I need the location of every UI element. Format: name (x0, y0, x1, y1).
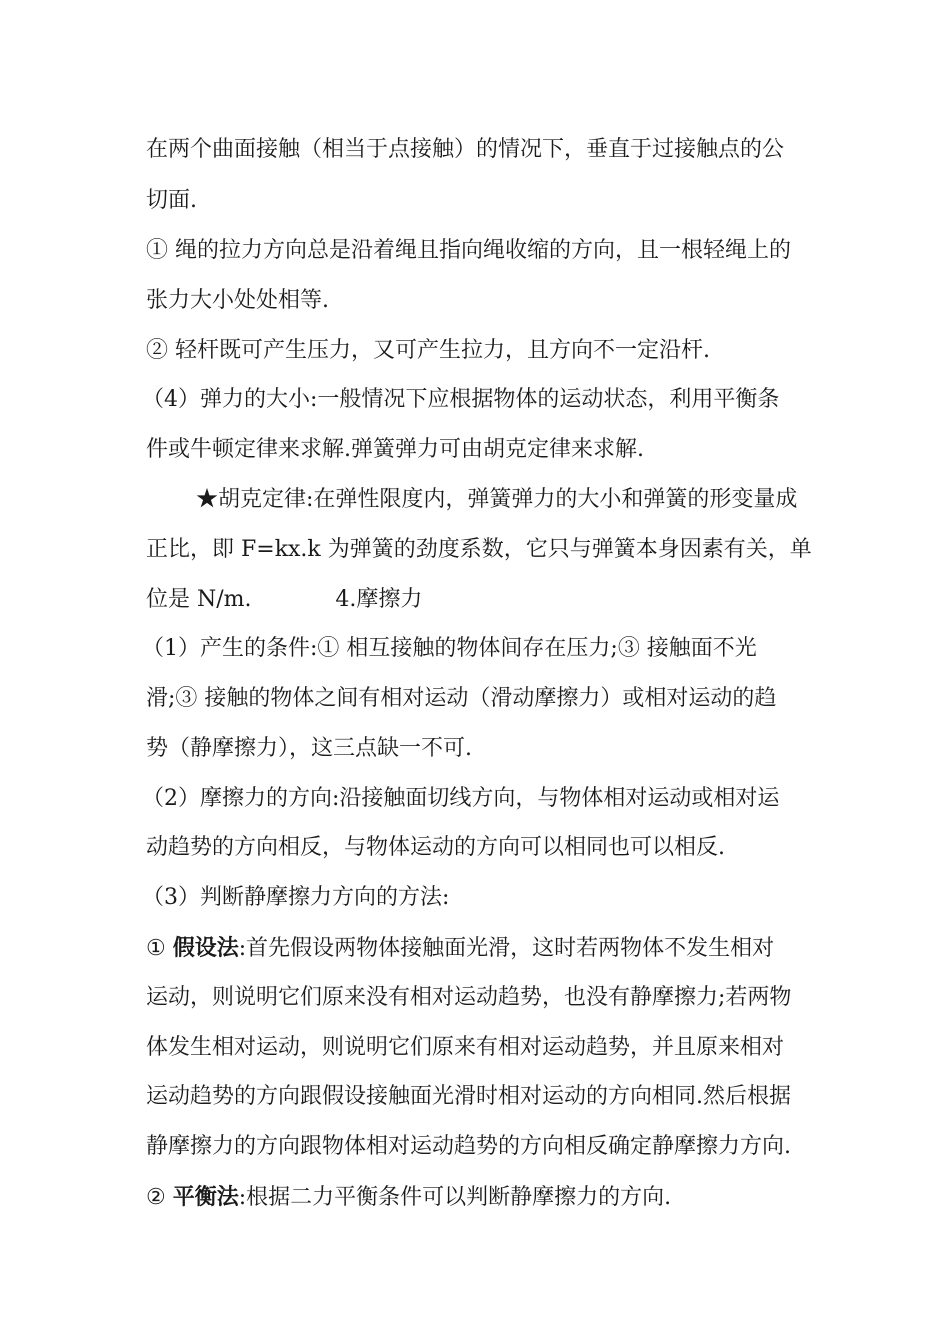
text-line (146, 933, 774, 964)
text-line: 体发生相对运动，则说明它们原来有相对运动趋势，并且原来相对 (146, 1035, 785, 1060)
text-line: 滑;③ 接触的物体之间有相对运动（滑动摩擦力）或相对运动的趋 (146, 686, 777, 711)
text-line: ① 绳的拉力方向总是沿着绳且指向绳收缩的方向，且一根轻绳上的 (146, 238, 791, 263)
text-line: ② 轻杆既可产生压力，又可产生拉力，且方向不一定沿杆. (146, 338, 710, 363)
text-line: （1）产生的条件:① 相互接触的物体间存在压力;③ 接触面不光 (142, 636, 757, 661)
text-line: 切面. (146, 188, 197, 213)
text-line: （3）判断静摩擦力方向的方法: (142, 885, 450, 910)
text-line (146, 1182, 671, 1213)
text-fragment: :首先假设两物体接触面光滑，这时若两物体不发生相对 (238, 936, 775, 961)
text-line: 位是 N/m. 4.摩擦力 (146, 587, 423, 612)
item-marker: ② (146, 1185, 173, 1210)
text-line: 正比，即 F=kx.k 为弹簧的劲度系数，它只与弹簧本身因素有关，单 (146, 537, 812, 562)
text-line: 运动趋势的方向跟假设接触面光滑时相对运动的方向相同.然后根据 (146, 1084, 791, 1109)
text-line: 势（静摩擦力），这三点缺一不可. (146, 736, 472, 761)
item-marker: ① (146, 936, 173, 961)
text-line: 静摩擦力的方向跟物体相对运动趋势的方向相反确定静摩擦力方向. (146, 1134, 791, 1159)
text-line: （2）摩擦力的方向:沿接触面切线方向，与物体相对运动或相对运 (142, 786, 780, 811)
text-line: 张力大小处处相等. (146, 288, 329, 313)
text-line: ★胡克定律:在弹性限度内，弹簧弹力的大小和弹簧的形变量成 (196, 487, 798, 512)
text-line: （4）弹力的大小:一般情况下应根据物体的运动状态，利用平衡条 (142, 387, 780, 412)
text-line: 在两个曲面接触（相当于点接触）的情况下，垂直于过接触点的公 (146, 137, 785, 162)
text-fragment: :根据二力平衡条件可以判断静摩擦力的方向. (238, 1185, 672, 1210)
text-line: 动趋势的方向相反，与物体运动的方向可以相同也可以相反. (146, 835, 725, 860)
text-line: 运动，则说明它们原来没有相对运动趋势，也没有静摩擦力;若两物 (146, 985, 792, 1010)
text-line: 件或牛顿定律来求解.弹簧弹力可由胡克定律来求解. (146, 437, 644, 462)
method-term: 平衡法 (172, 1184, 239, 1210)
method-term: 假设法 (172, 935, 239, 961)
